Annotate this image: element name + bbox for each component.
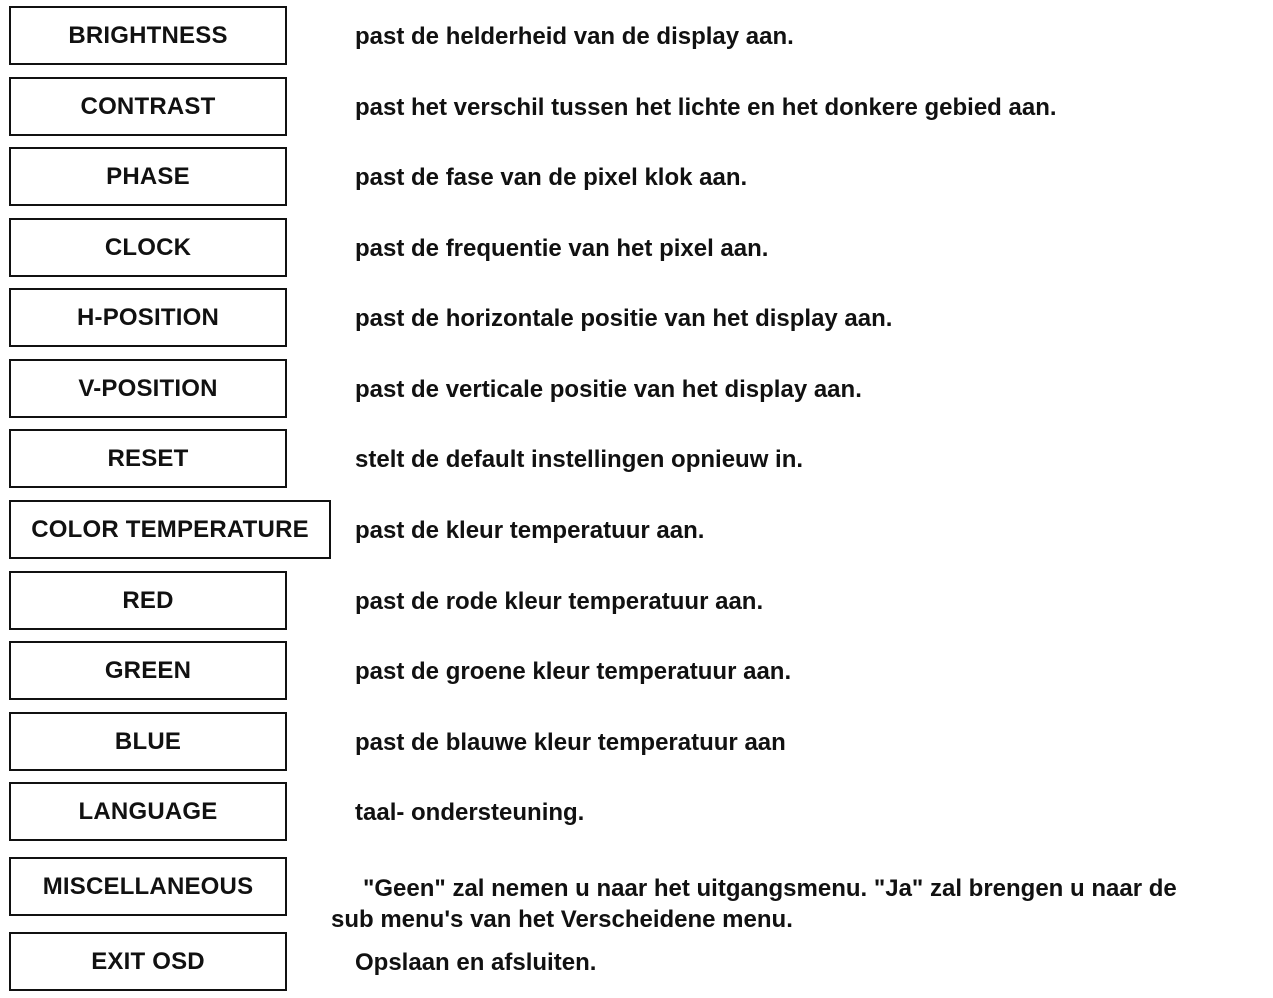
- miscellaneous-description: [331, 873, 1271, 935]
- color-temperature-description: past de kleur temperatuur aan.: [355, 517, 705, 544]
- exit-osd-description: Opslaan en afsluiten.: [355, 949, 597, 976]
- v-position-button[interactable]: V-POSITION: [9, 359, 287, 418]
- blue-description: past de blauwe kleur temperatuur aan: [355, 729, 786, 756]
- green-description: past de groene kleur temperatuur aan.: [355, 658, 792, 685]
- reset-description: stelt de default instellingen opnieuw in.: [355, 446, 804, 473]
- v-position-description: past de verticale positie van het display aan.: [355, 376, 862, 403]
- phase-description: past de fase van de pixel klok aan.: [355, 164, 748, 191]
- h-position-description: past de horizontale positie van het display aan.: [355, 305, 893, 332]
- blue-button[interactable]: BLUE: [9, 712, 287, 771]
- exit-osd-button[interactable]: EXIT OSD: [9, 932, 287, 991]
- color-temperature-button[interactable]: COLOR TEMPERATURE: [9, 500, 331, 559]
- clock-button[interactable]: CLOCK: [9, 218, 287, 277]
- clock-description: past de frequentie van het pixel aan.: [355, 235, 769, 262]
- phase-button[interactable]: PHASE: [9, 147, 287, 206]
- brightness-description: past de helderheid van de display aan.: [355, 23, 794, 50]
- green-button[interactable]: GREEN: [9, 641, 287, 700]
- language-description: taal- ondersteuning.: [355, 799, 585, 826]
- language-button[interactable]: LANGUAGE: [9, 782, 287, 841]
- h-position-button[interactable]: H-POSITION: [9, 288, 287, 347]
- miscellaneous-description-line-1: "Geen" zal nemen u naar het uitgangsmenu. "Ja" zal brengen u naar de: [363, 875, 1177, 902]
- red-description: past de rode kleur temperatuur aan.: [355, 588, 764, 615]
- miscellaneous-description-line-2: sub menu's van het Verscheidene menu.: [331, 906, 793, 933]
- red-button[interactable]: RED: [9, 571, 287, 630]
- reset-button[interactable]: RESET: [9, 429, 287, 488]
- contrast-button[interactable]: CONTRAST: [9, 77, 287, 136]
- contrast-description: past het verschil tussen het lichte en het donkere gebied aan.: [355, 94, 1057, 121]
- miscellaneous-button[interactable]: MISCELLANEOUS: [9, 857, 287, 916]
- brightness-button[interactable]: BRIGHTNESS: [9, 6, 287, 65]
